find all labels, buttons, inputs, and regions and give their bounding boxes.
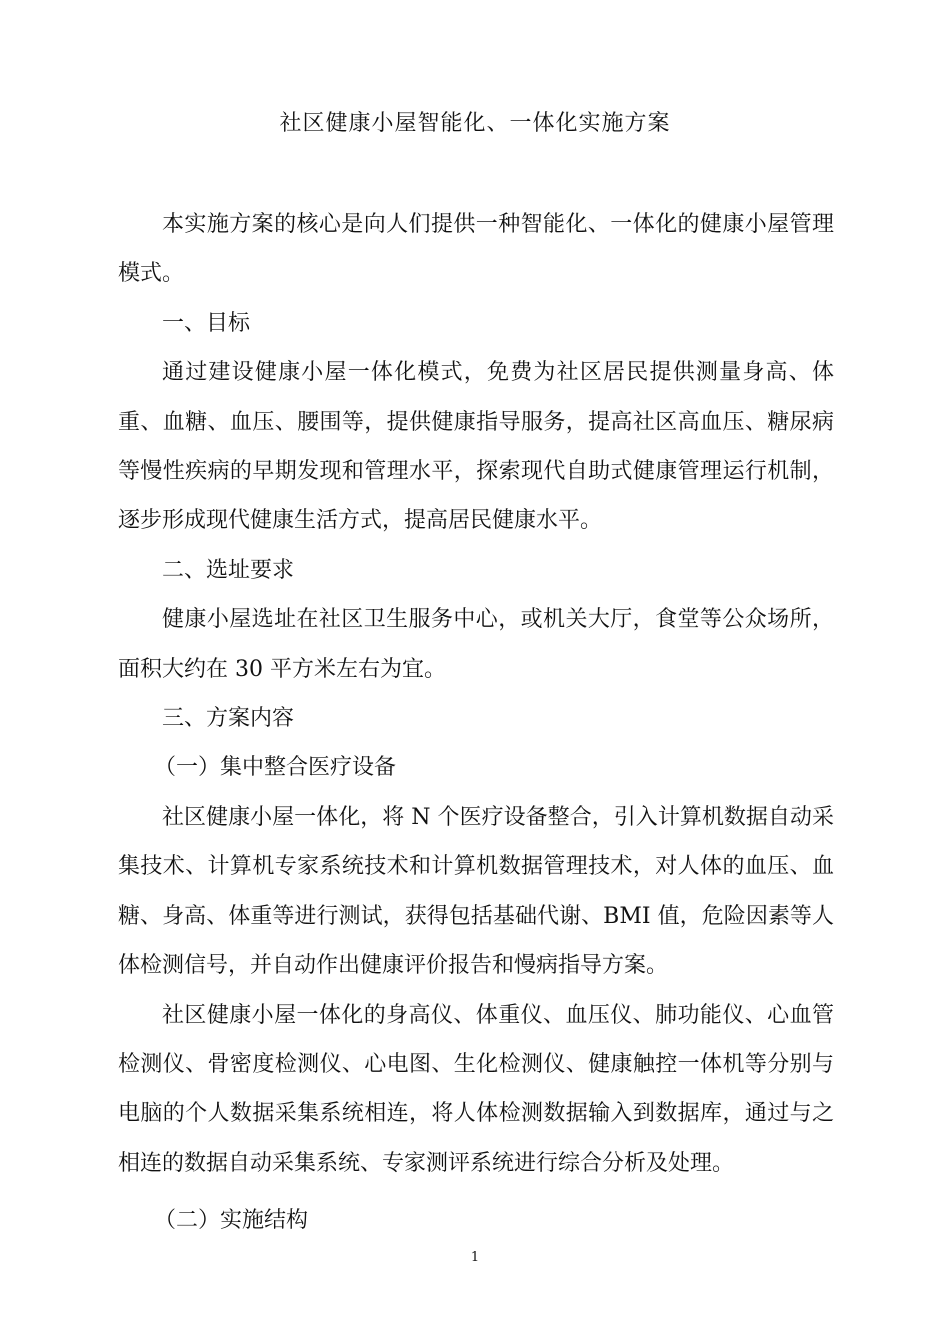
subsection-heading-structure: （二）实施结构: [154, 1208, 309, 1234]
section-heading-content: 三、方案内容: [162, 706, 295, 732]
section-heading-site: 二、选址要求: [162, 557, 295, 583]
equipment-paragraph-1: 社区健康小屋一体化，将 N 个医疗设备整合，引入计算机数据自动采集技术、计算机专家系统技术和计算机数据管理技术，对人体的血压、血糖、身高、体重等进行测试，获得包括基础代谢、BMI 值，危险因素等人体检测信号，并自动作出健康评价报告和慢病指导方案。: [118, 804, 834, 979]
site-paragraph: 健康小屋选址在社区卫生服务中心，或机关大厅，食堂等公众场所，面积大约在 30 平方米左右为宜。: [118, 607, 834, 682]
document-body: [118, 200, 834, 1246]
intro-paragraph: 本实施方案的核心是向人们提供一种智能化、一体化的健康小屋管理模式。: [118, 212, 834, 287]
section-heading-goals: 一、目标: [162, 310, 251, 336]
goals-paragraph: 通过建设健康小屋一体化模式，免费为社区居民提供测量身高、体重、血糖、血压、腰围等，提供健康指导服务，提高社区高血压、糖尿病等慢性疾病的早期发现和管理水平，探索现代自助式健康管理运行机制，逐步形成现代健康生活方式，提高居民健康水平。: [118, 360, 834, 534]
spacer: [118, 1188, 834, 1196]
subsection-heading-equipment: （一）集中整合医疗设备: [154, 755, 397, 781]
page-number: 1: [470, 1250, 480, 1265]
document-title: 社区健康小屋智能化、一体化实施方案: [279, 111, 671, 136]
equipment-paragraph-2: 社区健康小屋一体化的身高仪、体重仪、血压仪、肺功能仪、心血管检测仪、骨密度检测仪、心电图、生化检测仪、健康触控一体机等分别与电脑的个人数据采集系统相连，将人体检测数据输入到数据库，通过与之相连的数据自动采集系统、专家测评系统进行综合分析及处理。: [118, 1002, 834, 1176]
